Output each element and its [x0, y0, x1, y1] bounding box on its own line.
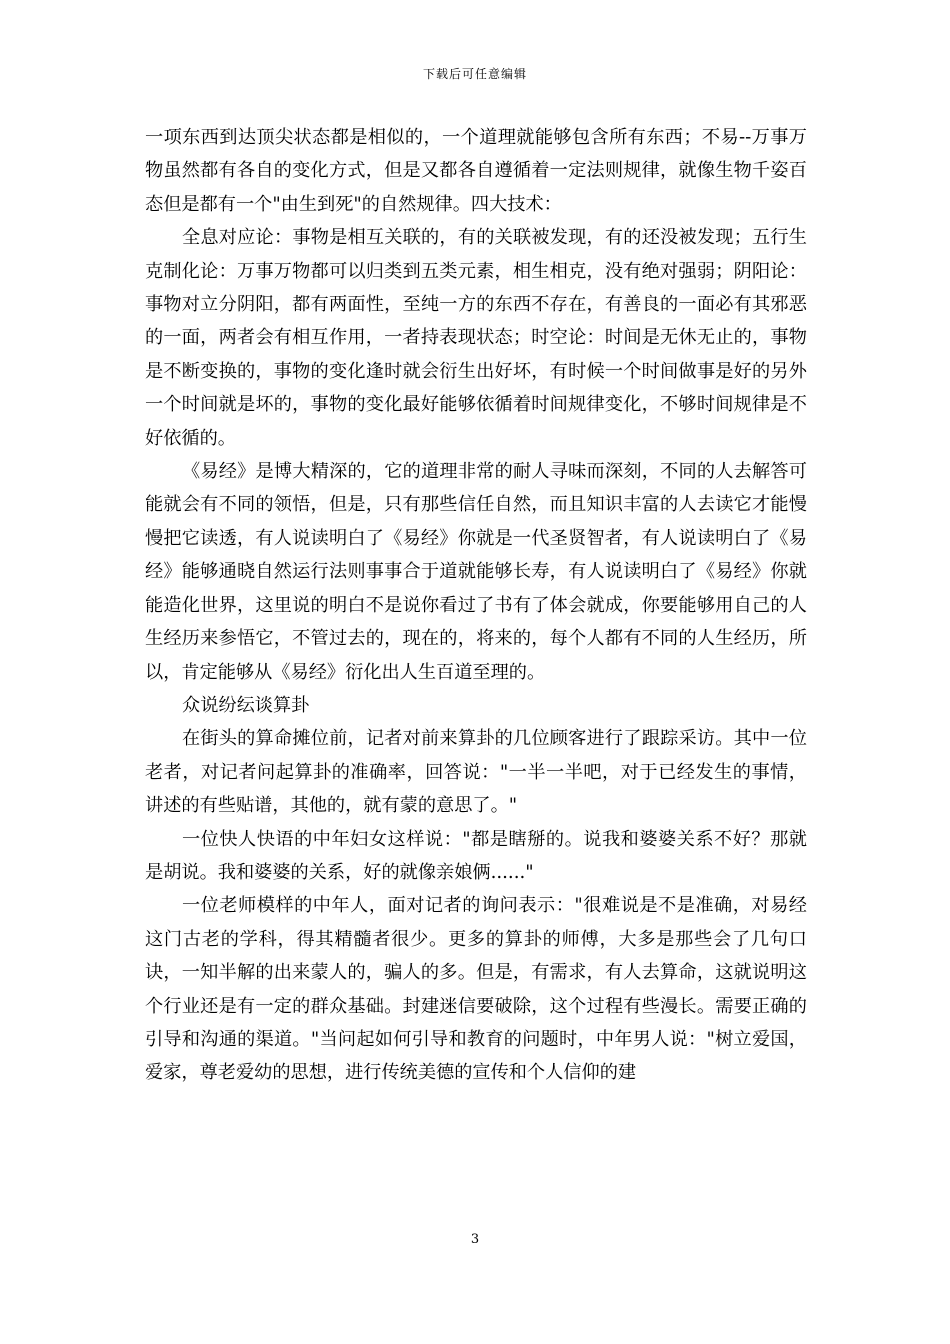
paragraph: 《易经》是博大精深的，它的道理非常的耐人寻味而深刻，不同的人去解答可能就会有不同的领悟，但是，只有那些信任自然，而且知识丰富的人去读它才能慢慢把它读透，有人说读明白了《易经》你就是一代圣贤智者，有人说读明白了《易经》能够通晓自然运行法则事事合于道就能够长寿，有人说读明白了《易经》你就能造化世界，这里说的明白不是说你看过了书有了体会就成，你要能够用自己的人生经历来参悟它，不管过去的，现在的，将来的，每个人都有不同的人生经历，所以，肯定能够从《易经》衍化出人生百道至理的。: [145, 461, 807, 683]
page-number: 3: [470, 1232, 480, 1247]
body-text: [145, 121, 807, 1090]
paragraph: 在街头的算命摊位前，记者对前来算卦的几位顾客进行了跟踪采访。其中一位老者，对记者问起算卦的准确率，回答说："一半一半吧，对于已经发生的事情，讲述的有些贴谱，其他的，就有蒙的意思了。": [145, 728, 807, 817]
paragraph: 一项东西到达顶尖状态都是相似的，一个道理就能够包含所有东西；不易--万事万物虽然都有各自的变化方式，但是又都各自遵循着一定法则规律，就像生物千姿百态但是都有一个"由生到死"的自然规律。四大技术：: [145, 127, 807, 215]
section-heading: 众说纷纭谈算卦: [182, 694, 310, 716]
paragraph: 全息对应论：事物是相互关联的，有的关联被发现，有的还没被发现；五行生克制化论：万事万物都可以归类到五类元素，相生相克，没有绝对强弱；阴阳论：事物对立分阴阳，都有两面性，至纯一方的东西不存在，有善良的一面必有其邪恶的一面，两者会有相互作用，一者持表现状态；时空论：时间是无休无止的，事物是不断变换的，事物的变化逢时就会衍生出好坏，有时候一个时间做事是好的另外一个时间就是坏的，事物的变化最好能够依循着时间规律变化，不够时间规律是不好依循的。: [145, 227, 807, 449]
page-header: 下载后可任意编辑: [422, 67, 527, 81]
paragraph: 一位快人快语的中年妇女这样说："都是瞎掰的。说我和婆婆关系不好？那就是胡说。我和婆婆的关系，好的就像亲娘俩......": [145, 828, 807, 883]
paragraph: 一位老师模样的中年人，面对记者的询问表示："很难说是不是准确，对易经这门古老的学科，得其精髓者很少。更多的算卦的师傅，大多是那些会了几句口诀，一知半解的出来蒙人的，骗人的多。但是，有需求，有人去算命，这就说明这个行业还是有一定的群众基础。封建迷信要破除，这个过程有些漫长。需要正确的引导和沟通的渠道。"当问起如何引导和教育的问题时，中年男人说："树立爱国，爱家，尊老爱幼的思想，进行传统美德的宣传和个人信仰的建: [145, 895, 807, 1084]
